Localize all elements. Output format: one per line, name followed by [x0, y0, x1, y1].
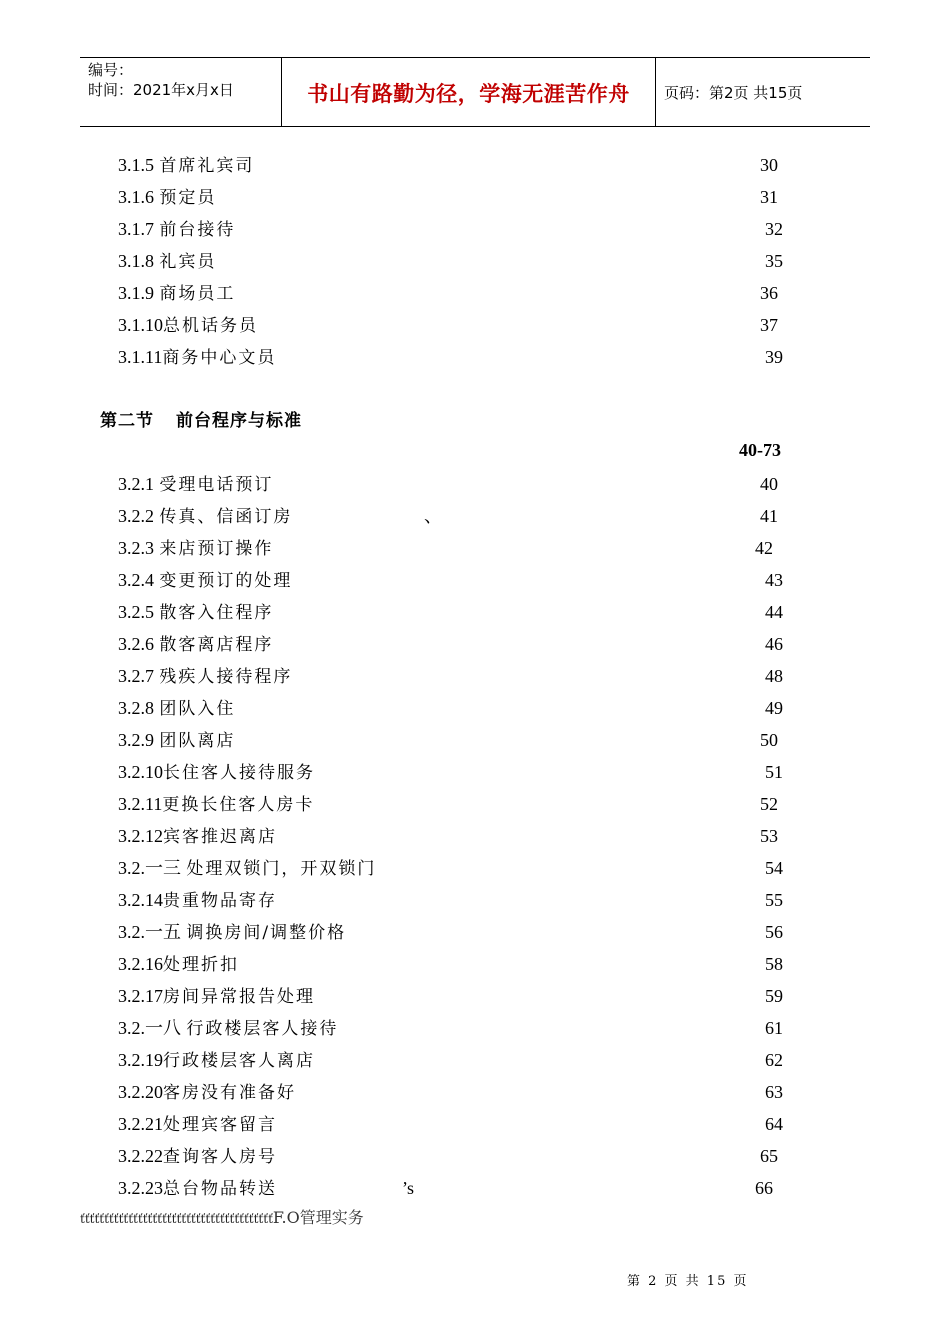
toc-number: 3.2.3	[118, 538, 154, 558]
toc-title: 传真、信函订房	[159, 507, 293, 527]
toc-entry[interactable]	[118, 1175, 277, 1201]
toc-title: 房间异常报告处理	[163, 987, 315, 1007]
header-divider	[655, 58, 656, 126]
toc-title: 处理双锁门，开双锁门	[186, 859, 377, 879]
toc-entry[interactable]	[118, 951, 239, 977]
section-title: 前台程序与标准	[176, 411, 302, 431]
toc-page: 52	[760, 794, 778, 814]
toc-entry[interactable]	[118, 1143, 277, 1169]
toc-title: 礼宾员	[159, 252, 217, 272]
toc-entry[interactable]	[118, 887, 277, 913]
toc-page: 48	[765, 666, 783, 686]
page-header	[80, 57, 870, 127]
toc-number: 3.2.17	[118, 986, 163, 1006]
toc-title: 长住客人接待服务	[163, 763, 315, 783]
toc-entry[interactable]	[118, 1079, 296, 1105]
time-label: 时间：2021年x月x日	[88, 81, 234, 99]
toc-number: 3.2.4	[118, 570, 154, 590]
toc-number: 3.1.7	[118, 219, 154, 239]
toc-entry[interactable]	[118, 663, 292, 689]
toc-number: 3.2.2	[118, 506, 154, 526]
toc-title: 贵重物品寄存	[163, 891, 277, 911]
toc-title: 行政楼层客人离店	[163, 1051, 315, 1071]
toc-page: 63	[765, 1082, 783, 1102]
toc-title: 散客离店程序	[159, 635, 274, 655]
toc-page: 36	[760, 283, 778, 303]
toc-page: 30	[760, 155, 778, 175]
toc-title: 处理折扣	[163, 955, 239, 975]
toc-page: 31	[760, 187, 778, 207]
toc-entry[interactable]	[118, 855, 376, 881]
toc-page: 44	[765, 602, 783, 622]
footer-line	[80, 1205, 364, 1228]
toc-number: 3.2.12	[118, 826, 163, 846]
toc-title: 来店预订操作	[159, 539, 274, 559]
toc-page: 46	[765, 634, 783, 654]
toc-number: 3.1.5	[118, 155, 154, 175]
toc-title: 总机话务员	[163, 316, 258, 336]
toc-title: 客房没有准备好	[163, 1083, 296, 1103]
toc-entry[interactable]	[118, 1111, 277, 1137]
toc-number: 3.2.11	[118, 794, 163, 814]
toc-title: 预定员	[159, 188, 217, 208]
toc-number: 3.2.19	[118, 1050, 163, 1070]
header-motto: 书山有路勤为径，学海无涯苦作舟	[307, 82, 630, 106]
toc-page: 66	[755, 1178, 773, 1198]
footer-text: F.O管理实务	[272, 1208, 364, 1227]
toc-entry[interactable]	[118, 312, 258, 338]
toc-entry[interactable]	[118, 983, 315, 1009]
toc-page: 39	[765, 347, 783, 367]
toc-entry[interactable]	[118, 599, 273, 625]
toc-page: 55	[765, 890, 783, 910]
toc-page: 54	[765, 858, 783, 878]
toc-entry[interactable]	[118, 631, 273, 657]
toc-title: 前台接待	[159, 220, 236, 240]
toc-number: 3.2.5	[118, 602, 154, 622]
toc-entry[interactable]	[118, 1047, 315, 1073]
toc-title: 商场员工	[159, 284, 236, 304]
section-label: 第二节	[100, 411, 154, 431]
toc-entry[interactable]	[118, 727, 235, 753]
toc-title: 处理宾客留言	[163, 1115, 277, 1135]
toc-entry[interactable]	[118, 503, 292, 529]
toc-title: 团队离店	[159, 731, 236, 751]
toc-number: 3.2.一八	[118, 1018, 181, 1038]
toc-number: 3.2.10	[118, 762, 163, 782]
stray-mark: ’s	[402, 1178, 415, 1198]
toc-title: 受理电话预订	[159, 475, 274, 495]
toc-number: 3.2.1	[118, 474, 154, 494]
toc-page: 42	[755, 538, 773, 558]
toc-page: 64	[765, 1114, 783, 1134]
toc-title: 行政楼层客人接待	[186, 1019, 339, 1039]
toc-number: 3.2.6	[118, 634, 154, 654]
stray-mark: 、	[424, 506, 442, 526]
toc-title: 残疾人接待程序	[159, 667, 293, 687]
toc-number: 3.2.8	[118, 698, 154, 718]
toc-page: 32	[765, 219, 783, 239]
section-heading	[100, 406, 302, 431]
page-number: 第 2 页 共 15 页	[627, 1274, 749, 1289]
header-page-info: 页码：第2页 共15页	[664, 84, 803, 102]
toc-entry[interactable]	[118, 695, 235, 721]
toc-page: 40	[760, 474, 778, 494]
toc-page: 43	[765, 570, 783, 590]
toc-number: 3.1.6	[118, 187, 154, 207]
header-meta	[88, 60, 234, 100]
toc-number: 3.1.9	[118, 283, 154, 303]
toc-entry[interactable]	[118, 184, 216, 210]
toc-title: 团队入住	[159, 699, 236, 719]
toc-entry[interactable]	[118, 471, 273, 497]
toc-entry[interactable]	[118, 280, 235, 306]
toc-page: 50	[760, 730, 778, 750]
toc-entry[interactable]	[118, 535, 273, 561]
toc-title: 首席礼宾司	[159, 156, 255, 176]
toc-title: 变更预订的处理	[159, 571, 293, 591]
toc-title: 总台物品转送	[163, 1179, 277, 1199]
toc-page: 41	[760, 506, 778, 526]
toc-number: 3.2.9	[118, 730, 154, 750]
toc-entry[interactable]	[118, 344, 276, 370]
code-label: 编号：	[88, 61, 134, 79]
toc-title: 宾客推迟离店	[163, 827, 277, 847]
toc-page: 49	[765, 698, 783, 718]
toc-page: 56	[765, 922, 783, 942]
toc-page: 61	[765, 1018, 783, 1038]
toc-number: 3.2.21	[118, 1114, 163, 1134]
section-page-range: 40-73	[739, 440, 781, 460]
toc-entry[interactable]	[118, 759, 315, 785]
toc-title: 商务中心文员	[162, 348, 277, 368]
footer-dots: ťťťťťťťťťťťťťťťťťťťťťťťťťťťťťťťťťťťťťťťť	[80, 1212, 273, 1226]
toc-number: 3.2.14	[118, 890, 163, 910]
toc-page: 62	[765, 1050, 783, 1070]
toc-number: 3.1.8	[118, 251, 154, 271]
toc-entry[interactable]	[118, 1015, 338, 1041]
toc-entry[interactable]	[118, 248, 216, 274]
toc-number: 3.1.11	[118, 347, 163, 367]
toc-entry[interactable]	[118, 152, 254, 178]
toc-title: 查询客人房号	[163, 1147, 277, 1167]
toc-number: 3.1.10	[118, 315, 163, 335]
toc-number: 3.2.7	[118, 666, 154, 686]
toc-number: 3.2.22	[118, 1146, 163, 1166]
toc-title: 散客入住程序	[159, 603, 274, 623]
toc-page: 58	[765, 954, 783, 974]
toc-entry[interactable]	[118, 919, 346, 945]
toc-entry[interactable]	[118, 567, 292, 593]
toc-page: 65	[760, 1146, 778, 1166]
toc-number: 3.2.16	[118, 954, 163, 974]
toc-page: 53	[760, 826, 778, 846]
toc-entry[interactable]	[118, 216, 235, 242]
toc-page: 35	[765, 251, 783, 271]
toc-number: 3.2.23	[118, 1178, 163, 1198]
toc-page: 59	[765, 986, 783, 1006]
toc-number: 3.2.一三	[118, 858, 181, 878]
toc-page: 51	[765, 762, 783, 782]
toc-entry[interactable]	[118, 823, 277, 849]
toc-number: 3.2.一五	[118, 922, 181, 942]
toc-title: 调换房间/调整价格	[186, 923, 347, 943]
toc-title: 更换长住客人房卡	[162, 795, 315, 815]
toc-number: 3.2.20	[118, 1082, 163, 1102]
toc-entry[interactable]	[118, 791, 314, 817]
toc-page: 37	[760, 315, 778, 335]
